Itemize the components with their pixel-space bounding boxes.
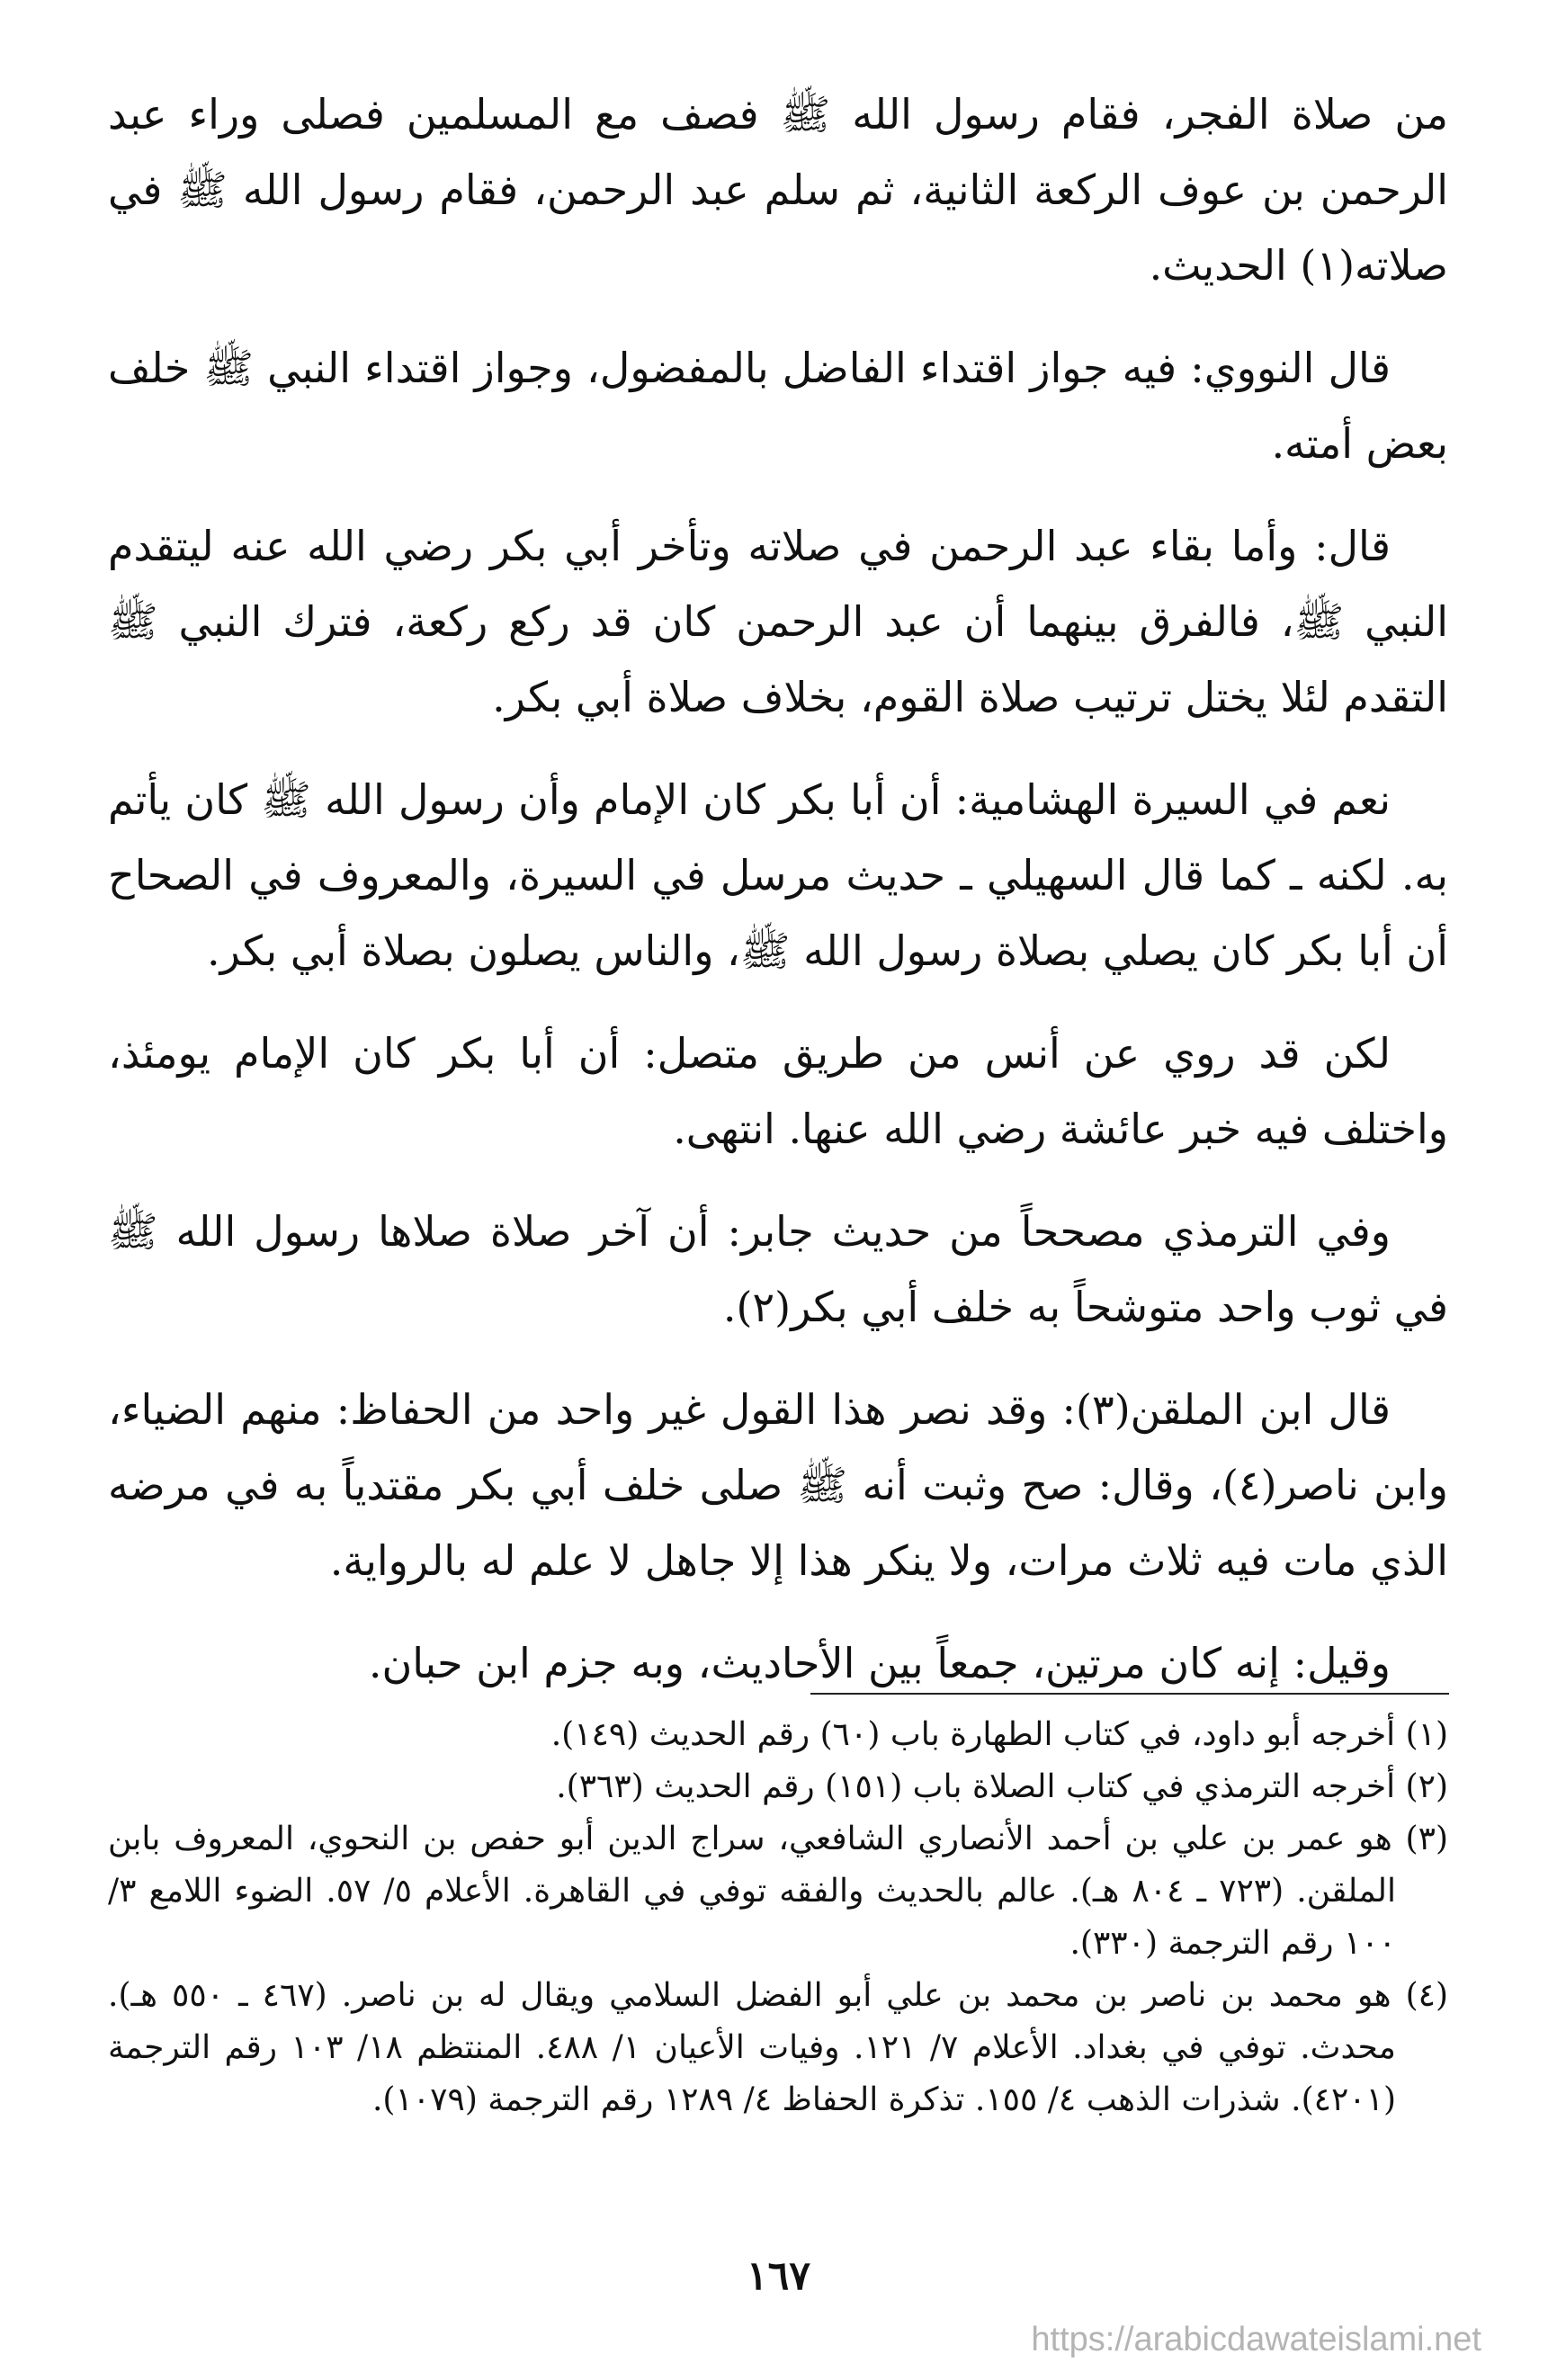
footnotes [108,1709,1448,2126]
paragraph-4: نعم في السيرة الهشامية: أن أبا بكر كان الإمام وأن رسول الله ﷺ كان يأتم به. لكنه ـ كما قال السهيلي ـ حديث مرسل في السيرة، والمعروف في الصحاح أن أبا بكر كان يصلي بصلاة رسول الله ﷺ، والناس يصلون بصلاة أبي بكر. [108,775,1448,975]
footnote-divider [810,1693,1449,1695]
paragraph-3: قال: وأما بقاء عبد الرحمن في صلاته وتأخر أبي بكر رضي الله عنه ليتقدم النبي ﷺ، فالفرق بينهما أن عبد الرحمن كان قد ركع ركعة، فترك النبي ﷺ التقدم لئلا يختل ترتيب صلاة القوم، بخلاف صلاة أبي بكر. [108,522,1448,721]
paragraph-8: وقيل: إنه كان مرتين، جمعاً بين الأحاديث، وبه جزم ابن حبان. [368,1639,1391,1687]
paragraph-5: لكن قد روي عن أنس من طريق متصل: أن أبا بكر كان الإمام يومئذ، واختلف فيه خبر عائشة رضي الله عنها. انتهى. [108,1029,1448,1153]
footnote-4: (٤) هو محمد بن ناصر بن محمد بن علي أبو الفضل السلامي ويقال له بن ناصر. (٤٦٧ ـ ٥٥٠ هـ). محدث. توفي في بغداد. الأعلام ٧/ ١٢١. وفيات الأعيان ١/ ٤٨٨. المنتظم ١٨/ ١٠٣ رقم الترجمة (٤٢٠١). شذرات الذهب ٤/ ١٥٥. تذكرة الحفاظ ٤/ ١٢٨٩ رقم الترجمة (١٠٧٩). [108,1977,1449,2118]
paragraph-1: من صلاة الفجر، فقام رسول الله ﷺ فصف مع المسلمين فصلى وراء عبد الرحمن بن عوف الركعة الثانية، ثم سلم عبد الرحمن، فقام رسول الله ﷺ في صلاته(١) الحديث. [108,90,1448,290]
footnote-1: (١) أخرجه أبو داود، في كتاب الطهارة باب (٦٠) رقم الحديث (١٤٩). [550,1716,1448,1753]
main-text [108,76,1448,1728]
watermark-url: https://arabicdawateislami.net [1031,2321,1481,2358]
page-number: ١٦٧ [747,2253,810,2299]
paragraph-2: قال النووي: فيه جواز اقتداء الفاضل بالمفضول، وجواز اقتداء النبي ﷺ خلف بعض أمته. [108,344,1448,468]
footnote-3: (٣) هو عمر بن علي بن أحمد الأنصاري الشافعي، سراج الدين أبو حفص بن النحوي، المعروف بابن الملقن. (٧٢٣ ـ ٨٠٤ هـ). عالم بالحديث والفقه توفي في القاهرة. الأعلام ٥/ ٥٧. الضوء اللامع ٣/ ١٠٠ رقم الترجمة (٣٣٠). [108,1821,1448,1962]
paragraph-7: قال ابن الملقن(٣): وقد نصر هذا القول غير واحد من الحفاظ: منهم الضياء، وابن ناصر(٤)، وقال: صح وثبت أنه ﷺ صلى خلف أبي بكر مقتدياً به في مرضه الذي مات فيه ثلاث مرات، ولا ينكر هذا إلا جاهل لا علم له بالرواية. [108,1385,1448,1585]
paragraph-6: وفي الترمذي مصححاً من حديث جابر: أن آخر صلاة صلاها رسول الله ﷺ في ثوب واحد متوشحاً به خلف أبي بكر(٢). [108,1207,1448,1331]
footnote-2: (٢) أخرجه الترمذي في كتاب الصلاة باب (١٥١) رقم الحديث (٣٦٣). [556,1768,1448,1805]
